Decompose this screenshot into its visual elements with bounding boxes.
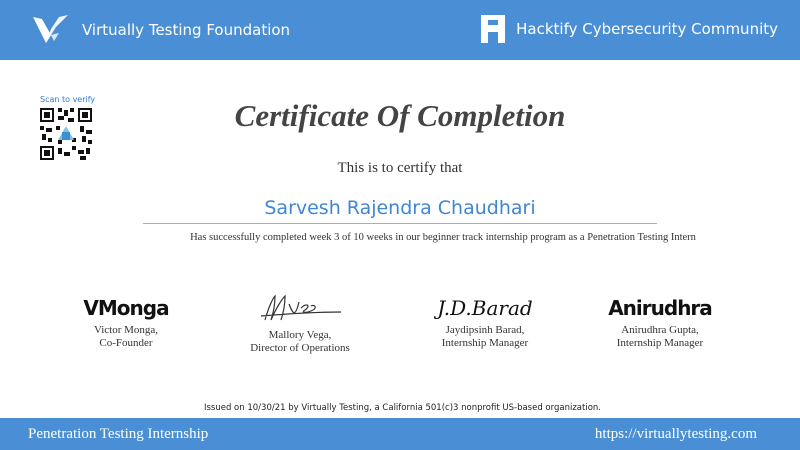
virtually-testing-logo-icon: [32, 13, 70, 47]
right-brand-name: Hacktify Cybersecurity Community: [516, 20, 778, 38]
hacktify-brand: [480, 14, 778, 44]
signature-block-victor: [46, 292, 206, 350]
hacktify-logo-icon: [480, 14, 506, 44]
signature-block-mallory: [220, 292, 380, 355]
header-bar: [0, 0, 800, 60]
scan-to-verify-label: Scan to verify: [40, 95, 96, 104]
signature-block-anirudhra: [580, 292, 740, 350]
signature-block-jaydipsinh: [405, 292, 565, 350]
left-brand-name: Virtually Testing Foundation: [82, 21, 291, 39]
program-name: Penetration Testing Internship: [28, 426, 209, 442]
completion-description: Has successfully completed week 3 of 10 weeks in our beginner track internship program as a Penetration Testing Intern: [190, 232, 696, 243]
signature-jaydipsinh: J.D.Barad: [437, 296, 533, 320]
recipient-name: Sarvesh Rajendra Chaudhari: [264, 197, 536, 219]
signer-name: Jaydipsinh Barad,: [445, 324, 525, 336]
signer-name: Anirudhra Gupta,: [621, 324, 699, 336]
footer-bar: [0, 418, 800, 450]
signer-role: Co-Founder: [99, 337, 153, 349]
certificate-title: Certificate Of Completion: [234, 98, 566, 133]
signer-role: Internship Manager: [616, 337, 704, 349]
name-underline: [143, 223, 657, 224]
signer-name: Mallory Vega,: [268, 329, 332, 341]
signature-victor: VMonga: [83, 296, 169, 320]
virtually-testing-brand: [32, 13, 290, 47]
issued-statement: Issued on 10/30/21 by Virtually Testing, a California 501(c)3 nonprofit US-based organization.: [203, 403, 601, 413]
signature-anirudhra: Anirudhra: [608, 296, 712, 320]
certify-subtitle: This is to certify that: [337, 160, 463, 176]
signer-role: Internship Manager: [441, 337, 529, 349]
signature-mallory-icon: [255, 292, 345, 324]
website-link[interactable]: https://virtuallytesting.com: [594, 426, 757, 442]
signer-role: Director of Operations: [250, 342, 350, 354]
signer-name: Victor Monga,: [93, 324, 159, 336]
